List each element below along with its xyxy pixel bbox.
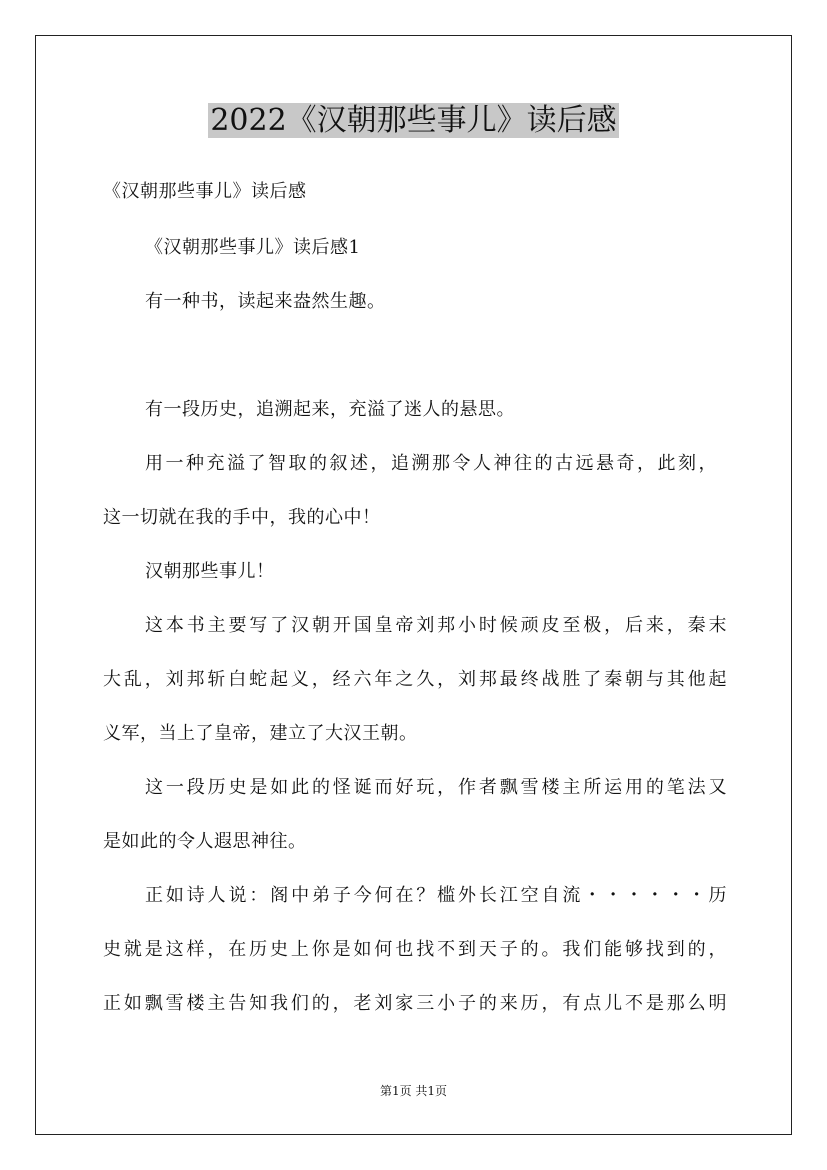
paragraph-line: 大乱，刘邦斩白蛇起义，经六年之久，刘邦最终战胜了秦朝与其他起 [103,669,727,690]
page-footer: 第1页 共1页 [379,1084,448,1098]
paragraph-line: 用一种充溢了智取的叙述，追溯那令人神往的古远悬奇，此刻， [145,453,717,474]
paragraph-line: 这本书主要写了汉朝开国皇帝刘邦小时候顽皮至极，后来，秦末 [145,615,727,636]
document-title [0,101,827,141]
paragraph-line: 是如此的令人遐思神往。 [103,831,307,852]
paragraph-line: 这一切就在我的手中，我的心中！ [103,507,381,528]
paragraph-line: 有一种书，读起来盎然生趣。 [145,291,386,312]
paragraph-line: 有一段历史，追溯起来，充溢了迷人的悬思。 [145,399,515,420]
title-text: 2022《汉朝那些事儿》读后感 [210,103,617,138]
section-heading: 《汉朝那些事儿》读后感1 [145,237,361,258]
paragraph-line: 这一段历史是如此的怪诞而好玩，作者飘雪楼主所运用的笔法又 [145,777,727,798]
paragraph-line: 正如诗人说：阁中弟子今何在？槛外长江空自流・・・・・・历 [145,885,727,906]
paragraph-line: 史就是这样，在历史上你是如何也找不到天子的。我们能够找到的， [103,939,727,960]
subtitle-line: 《汉朝那些事儿》读后感 [103,181,307,202]
paragraph-line: 汉朝那些事儿！ [145,561,275,582]
paragraph-line: 义军，当上了皇帝，建立了大汉王朝。 [103,723,418,744]
paragraph-line: 正如飘雪楼主告知我们的，老刘家三小子的来历，有点儿不是那么明 [103,993,727,1014]
